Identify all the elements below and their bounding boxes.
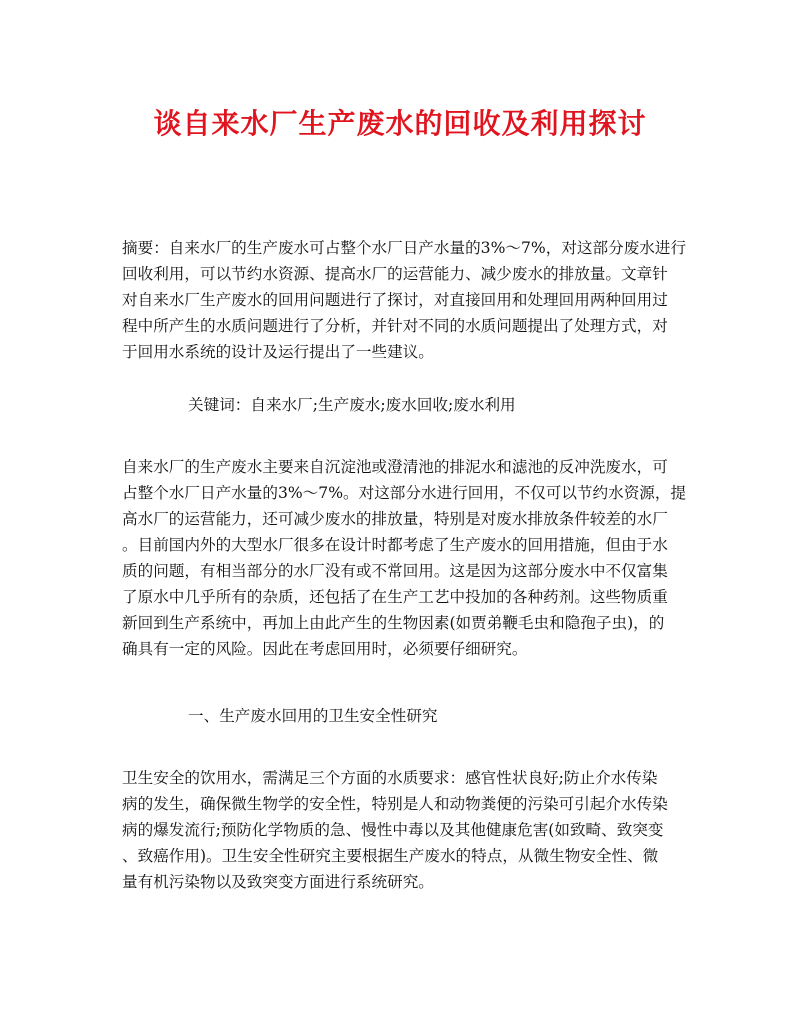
intro-line: 高水厂的运营能力，还可减少废水的排放量，特别是对废水排放条件较差的水厂 xyxy=(122,510,668,528)
intro-line: 占整个水厂日产水量的3%～7%。对这部分水进行回用，不仅可以节约水资源，提 xyxy=(122,484,687,502)
abstract-line: 摘要：自来水厂的生产废水可占整个水厂日产水量的3%～7%，对这部分废水进行 xyxy=(122,239,687,257)
abstract-line: 回收利用，可以节约水资源、提高水厂的运营能力、减少废水的排放量。文章针 xyxy=(122,265,668,283)
section-paragraph xyxy=(122,765,682,895)
intro-line: 确具有一定的风险。因此在考虑回用时，必须要仔细研究。 xyxy=(122,640,528,658)
intro-line: 。目前国内外的大型水厂很多在设计时都考虑了生产废水的回用措施，但由于水 xyxy=(122,536,668,554)
section-paragraph-line: 病的发生，确保微生物学的安全性，特别是人和动物粪便的污染可引起介水传染 xyxy=(122,795,668,813)
intro-line: 新回到生产系统中，再加上由此产生的生物因素(如贾弟鞭毛虫和隐孢子虫)，的 xyxy=(122,614,665,632)
document-title: 谈自来水厂生产废水的回收及利用探讨 xyxy=(153,107,647,140)
section-heading-text: 一、生产废水回用的卫生安全性研究 xyxy=(188,707,438,725)
intro-line: 了原水中几乎所有的杂质，还包括了在生产工艺中投加的各种药剂。这些物质重 xyxy=(122,588,668,606)
section-heading xyxy=(122,703,682,729)
section-paragraph-line: 病的爆发流行;预防化学物质的急、慢性中毒以及其他健康危害(如致畸、致突变 xyxy=(122,821,664,839)
section-paragraph-line: 卫生安全的饮用水，需满足三个方面的水质要求：感官性状良好;防止介水传染 xyxy=(122,769,658,787)
keywords-text: 关键词：自来水厂;生产废水;废水回收;废水利用 xyxy=(188,396,516,414)
intro-line: 质的问题，有相当部分的水厂没有或不常回用。这是因为这部分废水中不仅富集 xyxy=(122,562,668,580)
keywords-line xyxy=(122,392,682,418)
abstract-paragraph xyxy=(122,235,687,365)
section-paragraph-line: 、致癌作用)。卫生安全性研究主要根据生产废水的特点，从微生物安全性、微 xyxy=(122,847,659,865)
abstract-line: 对自来水厂生产废水的回用问题进行了探讨，对直接回用和处理回用两种回用过 xyxy=(122,291,668,309)
intro-line: 自来水厂的生产废水主要来自沉淀池或澄清池的排泥水和滤池的反冲洗废水，可 xyxy=(122,458,668,476)
section-paragraph-line: 量有机污染物以及致突变方面进行系统研究。 xyxy=(122,873,434,891)
abstract-line: 于回用水系统的设计及运行提出了一些建议。 xyxy=(122,343,434,361)
abstract-line: 程中所产生的水质问题进行了分析，并针对不同的水质问题提出了处理方式，对 xyxy=(122,317,668,335)
intro-paragraph xyxy=(122,454,687,662)
